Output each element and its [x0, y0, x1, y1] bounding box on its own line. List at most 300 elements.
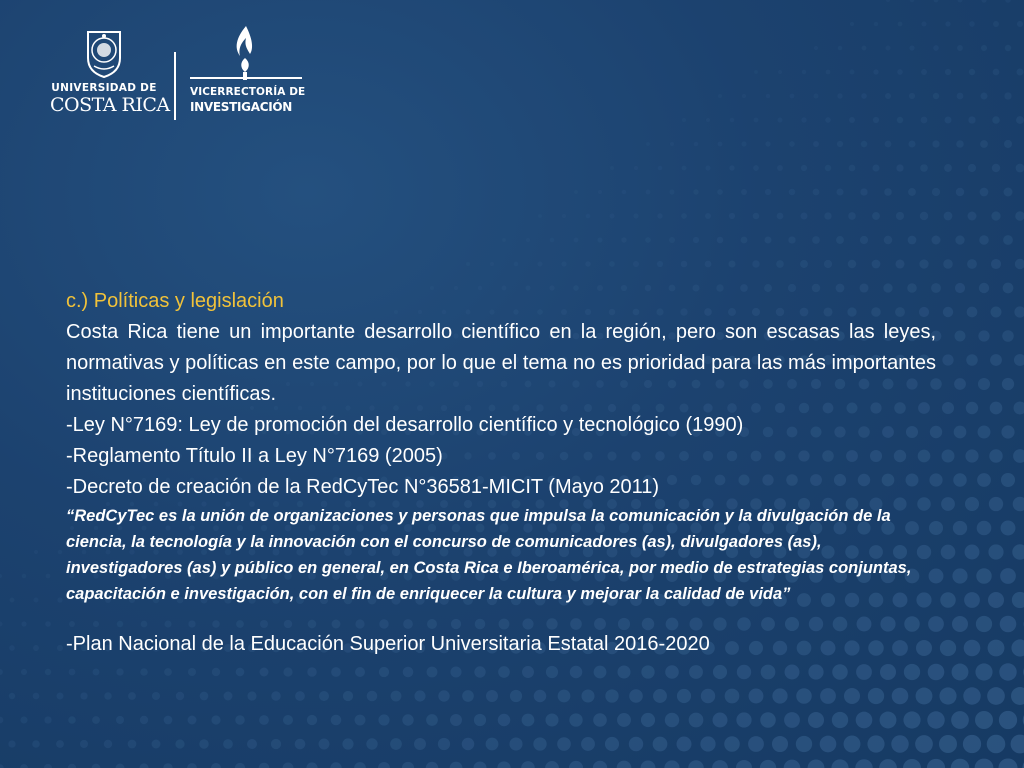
background-dot: [717, 189, 723, 195]
background-dot: [981, 0, 986, 3]
background-dot: [175, 739, 184, 748]
background-dot: [724, 736, 740, 752]
background-dot: [1011, 687, 1024, 705]
background-dot: [570, 666, 582, 678]
background-dot: [68, 764, 76, 768]
background-dot: [355, 715, 366, 726]
background-dot: [46, 574, 51, 579]
background-dot: [940, 640, 956, 656]
background-dot: [860, 236, 868, 244]
background-dot: [1015, 259, 1024, 269]
background-dot: [873, 117, 879, 123]
background-dot: [737, 665, 751, 679]
background-dot: [898, 22, 903, 27]
background-dot: [966, 354, 978, 366]
background-dot: [831, 759, 848, 768]
background-dot: [920, 164, 928, 172]
background-dot: [187, 763, 197, 768]
background-dot: [800, 212, 807, 219]
ucr-logo-line2: COSTA RICA: [50, 94, 170, 116]
background-dot: [10, 598, 15, 603]
background-dot: [796, 736, 812, 752]
background-dot: [872, 212, 880, 220]
background-dot: [319, 739, 330, 750]
background-dot: [366, 738, 377, 749]
background-dot: [450, 762, 463, 768]
background-dot: [116, 716, 124, 724]
background-dot: [379, 667, 389, 677]
background-dot: [966, 402, 978, 414]
background-dot: [152, 692, 160, 700]
background-dot: [45, 669, 51, 675]
background-dot: [969, 21, 975, 27]
background-dot: [295, 691, 305, 701]
background-dot: [730, 118, 735, 123]
background-dot: [766, 94, 771, 99]
background-dot: [885, 93, 891, 99]
background-dot: [1001, 521, 1016, 536]
background-dot: [909, 45, 914, 50]
background-dot: [533, 737, 546, 750]
background-dot: [653, 737, 668, 752]
background-dot: [765, 189, 771, 195]
background-dot: [128, 692, 136, 700]
background-dot: [977, 521, 992, 536]
background-dot: [68, 716, 76, 724]
background-dot: [605, 689, 618, 702]
background-dot: [824, 260, 832, 268]
background-dot: [633, 261, 639, 267]
background-dot: [247, 691, 256, 700]
background-dot: [295, 739, 306, 750]
background-dot: [1001, 473, 1015, 487]
background-dot: [682, 166, 687, 171]
background-dot: [0, 764, 4, 768]
background-dot: [987, 687, 1005, 705]
background-dot: [718, 94, 722, 98]
background-dot: [693, 237, 699, 243]
background-dot: [931, 235, 940, 244]
background-dot: [945, 69, 951, 75]
background-dot: [956, 188, 964, 196]
background-dot: [558, 690, 571, 703]
background-dot: [927, 759, 945, 768]
background-dot: [849, 165, 856, 172]
background-dot: [224, 692, 233, 701]
background-dot: [944, 116, 951, 123]
background-dot: [943, 307, 953, 317]
background-dot: [427, 667, 438, 678]
background-dot: [450, 714, 462, 726]
background-dot: [850, 22, 854, 26]
background-dot: [808, 664, 823, 679]
background-dot: [1000, 568, 1016, 584]
background-dot: [836, 236, 844, 244]
background-dot: [414, 738, 426, 750]
background-dot: [200, 692, 209, 701]
background-dot: [438, 738, 450, 750]
background-dot: [271, 691, 280, 700]
background-dot: [640, 760, 655, 768]
background-dot: [629, 689, 643, 703]
background-dot: [653, 689, 667, 703]
background-dot: [486, 690, 498, 702]
background-dot: [92, 716, 100, 724]
ucr-seal-icon: [82, 28, 126, 78]
background-dot: [932, 140, 939, 147]
background-dot: [808, 760, 825, 768]
background-dot: [777, 117, 782, 122]
background-dot: [975, 759, 994, 768]
background-dot: [945, 21, 950, 26]
background-dot: [975, 663, 992, 680]
background-dot: [879, 759, 897, 768]
background-dot: [176, 692, 184, 700]
background-dot: [610, 166, 614, 170]
background-dot: [498, 666, 510, 678]
background-dot: [760, 712, 776, 728]
background-dot: [848, 260, 856, 268]
background-dot: [717, 237, 724, 244]
background-dot: [689, 713, 704, 728]
background-dot: [753, 213, 760, 220]
background-dot: [546, 666, 558, 678]
background-dot: [778, 70, 782, 74]
background-dot: [593, 761, 607, 768]
background-dot: [955, 235, 964, 244]
background-dot: [641, 713, 655, 727]
background-dot: [569, 761, 583, 768]
logo-divider: [174, 52, 176, 120]
background-dot: [999, 663, 1016, 680]
background-dot: [998, 758, 1017, 768]
background-dot: [688, 760, 704, 768]
background-dot: [1016, 164, 1024, 173]
background-dot: [223, 739, 233, 749]
section-heading: c.) Políticas y legislación: [66, 290, 284, 312]
background-dot: [934, 0, 939, 2]
background-dot: [977, 473, 991, 487]
background-dot: [989, 497, 1003, 511]
background-dot: [989, 449, 1002, 462]
background-dot: [164, 668, 172, 676]
background-dot: [990, 354, 1002, 366]
flame-icon: [230, 24, 260, 82]
background-dot: [896, 164, 903, 171]
law-item-1: -Ley N°7169: Ley de promoción del desarrollo científico y tecnológico (1990): [66, 414, 744, 436]
background-dot: [57, 645, 63, 651]
slide-content: [66, 286, 936, 660]
background-dot: [861, 141, 868, 148]
background-dot: [736, 760, 752, 768]
background-dot: [976, 568, 991, 583]
background-dot: [33, 597, 38, 602]
background-dot: [597, 237, 602, 242]
background-dot: [980, 140, 988, 148]
background-dot: [307, 715, 317, 725]
background-dot: [342, 738, 353, 749]
vicerrectoria-logo: [188, 24, 304, 120]
background-dot: [116, 764, 125, 768]
background-dot: [1012, 592, 1024, 608]
background-dot: [932, 188, 940, 196]
background-dot: [1005, 45, 1011, 51]
background-dot: [904, 664, 920, 680]
background-dot: [306, 762, 317, 768]
background-dot: [965, 497, 979, 511]
background-dot: [967, 307, 978, 318]
background-dot: [152, 740, 161, 749]
background-dot: [872, 164, 879, 171]
background-dot: [978, 378, 990, 390]
background-dot: [813, 141, 819, 147]
background-dot: [952, 616, 968, 632]
background-dot: [776, 260, 784, 268]
background-dot: [884, 188, 892, 196]
background-dot: [761, 665, 776, 680]
background-dot: [765, 141, 770, 146]
background-dot: [498, 714, 511, 727]
background-dot: [617, 665, 630, 678]
background-dot: [462, 690, 474, 702]
background-dot: [259, 763, 270, 768]
background-dot: [713, 713, 728, 728]
background-dot: [988, 592, 1004, 608]
background-dot: [45, 621, 51, 627]
background-dot: [331, 667, 341, 677]
background-dot: [1016, 116, 1024, 124]
background-dot: [705, 213, 711, 219]
background-dot: [641, 665, 654, 678]
background-dot: [1005, 0, 1011, 3]
background-dot: [980, 188, 989, 197]
background-dot: [800, 260, 808, 268]
background-dot: [33, 645, 39, 651]
background-dot: [664, 760, 679, 768]
background-dot: [749, 689, 764, 704]
background-dot: [741, 189, 747, 195]
background-dot: [954, 426, 967, 439]
background-dot: [0, 621, 3, 626]
background-dot: [895, 259, 904, 268]
background-dot: [838, 46, 843, 51]
background-dot: [988, 544, 1003, 559]
background-dot: [940, 592, 955, 607]
background-dot: [474, 666, 485, 677]
background-dot: [908, 236, 917, 245]
background-dot: [44, 716, 51, 723]
background-dot: [574, 238, 579, 243]
background-dot: [742, 94, 746, 98]
background-dot: [522, 714, 535, 727]
background-dot: [593, 713, 607, 727]
background-dot: [497, 761, 510, 768]
background-dot: [414, 690, 425, 701]
background-dot: [705, 165, 710, 170]
background-dot: [1017, 21, 1023, 27]
background-dot: [941, 497, 955, 511]
background-dot: [705, 261, 712, 268]
background-dot: [34, 550, 38, 554]
background-dot: [706, 118, 710, 122]
background-dot: [1015, 211, 1024, 221]
background-dot: [848, 212, 856, 220]
background-dot: [897, 117, 903, 123]
background-dot: [569, 713, 582, 726]
background-dot: [979, 283, 989, 293]
background-dot: [681, 213, 687, 219]
background-dot: [331, 715, 342, 726]
background-dot: [585, 261, 590, 266]
law-item-4: -Plan Nacional de la Educación Superior Universitaria Estatal 2016-2020: [66, 633, 710, 655]
background-dot: [903, 759, 921, 768]
background-dot: [646, 190, 651, 195]
background-dot: [235, 763, 245, 768]
law-item-2: -Reglamento Título II a Ley N°7169 (2005): [66, 445, 443, 467]
background-dot: [247, 739, 257, 749]
background-dot: [909, 93, 915, 99]
background-dot: [987, 735, 1006, 754]
background-dot: [941, 545, 956, 560]
background-dot: [942, 450, 955, 463]
background-dot: [56, 740, 64, 748]
background-dot: [736, 712, 751, 727]
background-dot: [701, 689, 715, 703]
background-dot: [581, 689, 594, 702]
background-dot: [952, 568, 967, 583]
background-dot: [861, 93, 867, 99]
background-dot: [832, 664, 848, 680]
background-dot: [867, 735, 884, 752]
background-dot: [886, 0, 890, 2]
background-dot: [957, 45, 963, 51]
background-dot: [760, 760, 776, 768]
background-dot: [844, 688, 860, 704]
background-dot: [967, 211, 976, 220]
background-dot: [1013, 449, 1024, 463]
background-dot: [952, 664, 969, 681]
background-dot: [1004, 92, 1011, 99]
background-dot: [824, 212, 831, 219]
background-dot: [1004, 140, 1012, 148]
background-dot: [891, 735, 908, 752]
background-dot: [992, 116, 1000, 124]
background-dot: [969, 69, 975, 75]
redcytec-quote: “RedCyTec es la unión de organizaciones y personas que impulsa la comunicación y la divulgación de la ciencia, la tecnología y la innovación con el concurso de comunicadores (as), divulgadores (as), investigadores (as) y público en general, en Costa Rica e Iberoamérica, por medio de estrategias conjuntas, capacitación e investigación, con el fin de enriquecer la cultura y mejorar la calidad de vida”: [66, 507, 912, 603]
background-dot: [764, 236, 771, 243]
background-dot: [927, 711, 944, 728]
background-dot: [526, 238, 530, 242]
background-dot: [967, 259, 977, 269]
law-item-3: -Decreto de creación de la RedCyTec N°36581-MICIT (Mayo 2011): [66, 476, 660, 498]
vicerrectoria-logo-line2: INVESTIGACIÓN: [190, 100, 293, 114]
background-dot: [367, 691, 378, 702]
background-dot: [1012, 544, 1024, 559]
background-dot: [670, 142, 674, 146]
background-dot: [693, 189, 698, 194]
background-dot: [104, 692, 112, 700]
background-dot: [813, 189, 820, 196]
background-dot: [921, 117, 928, 124]
background-dot: [939, 687, 956, 704]
background-dot: [58, 550, 62, 554]
background-dot: [943, 259, 953, 269]
background-dot: [561, 261, 566, 266]
background-dot: [896, 212, 904, 220]
background-dot: [999, 711, 1017, 729]
background-dot: [1016, 68, 1023, 75]
background-dot: [391, 691, 402, 702]
background-dot: [574, 190, 578, 194]
background-dot: [990, 402, 1003, 415]
background-dot: [665, 665, 679, 679]
background-dot: [868, 688, 884, 704]
background-dot: [712, 760, 728, 768]
background-dot: [538, 262, 543, 267]
background-dot: [550, 238, 555, 243]
background-dot: [514, 262, 519, 267]
background-dot: [8, 740, 15, 747]
background-dot: [988, 640, 1005, 657]
background-dot: [426, 762, 439, 768]
background-dot: [725, 689, 740, 704]
background-dot: [928, 664, 945, 681]
background-dot: [1001, 425, 1014, 438]
background-dot: [957, 93, 964, 100]
background-dot: [1000, 616, 1017, 633]
background-dot: [605, 737, 619, 751]
background-dot: [953, 473, 967, 487]
background-dot: [33, 693, 40, 700]
background-dot: [837, 141, 843, 147]
background-dot: [897, 69, 903, 75]
background-dot: [502, 238, 506, 242]
background-dot: [283, 715, 293, 725]
background-dot: [933, 93, 939, 99]
background-dot: [785, 665, 800, 680]
background-dot: [658, 166, 663, 171]
background-dot: [991, 307, 1002, 318]
background-dot: [490, 262, 494, 266]
background-dot: [21, 669, 27, 675]
background-dot: [802, 70, 807, 75]
background-dot: [9, 645, 15, 651]
background-dot: [694, 142, 699, 147]
background-dot: [955, 331, 966, 342]
background-dot: [728, 260, 735, 267]
background-dot: [473, 761, 486, 768]
background-dot: [920, 212, 928, 220]
background-dot: [964, 640, 981, 657]
background-dot: [921, 69, 927, 75]
background-dot: [594, 666, 607, 679]
background-dot: [910, 0, 915, 2]
background-dot: [403, 667, 414, 678]
background-dot: [438, 690, 449, 701]
background-dot: [992, 164, 1000, 172]
background-dot: [921, 21, 926, 26]
background-dot: [677, 689, 691, 703]
background-dot: [629, 737, 643, 751]
background-dot: [80, 740, 88, 748]
background-dot: [975, 711, 993, 729]
background-dot: [522, 666, 534, 678]
background-dot: [521, 761, 535, 768]
background-dot: [681, 261, 688, 268]
background-dot: [211, 763, 221, 768]
background-dot: [849, 69, 854, 74]
background-dot: [820, 688, 836, 704]
